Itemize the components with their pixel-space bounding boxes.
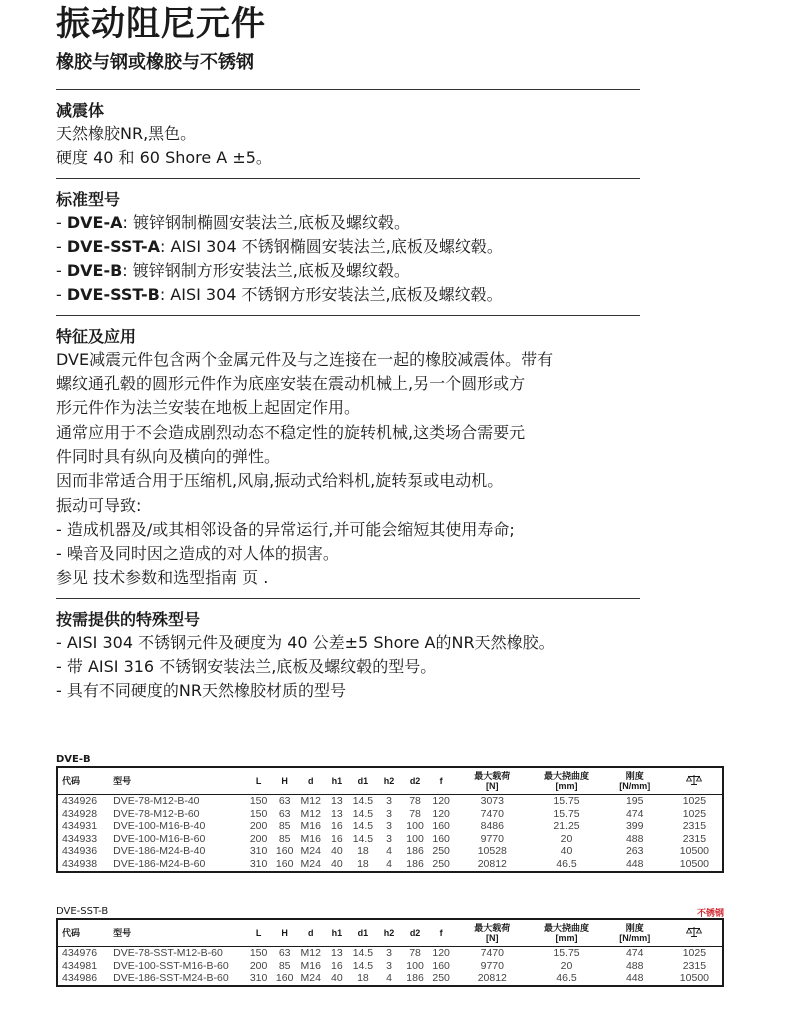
page-title: 振动阻尼元件 xyxy=(56,4,266,44)
table-row xyxy=(57,858,723,872)
col-header: f xyxy=(428,919,454,947)
value-cell: 160 xyxy=(275,972,294,985)
value-cell: 3 xyxy=(386,807,392,820)
value-cell: 200 xyxy=(249,959,268,972)
code-cell: 434928 xyxy=(62,807,98,820)
value-cell: 14.5 xyxy=(352,947,374,959)
value-cell: 3 xyxy=(386,959,392,972)
damper-line: 硬度 40 和 60 Shore A ±5。 xyxy=(56,148,272,168)
standard-item xyxy=(56,235,640,259)
value-cell: M24 xyxy=(300,972,321,985)
table1-label: DVE-B xyxy=(56,754,91,765)
model-cell: DVE-100-M16-B-60 xyxy=(113,832,206,845)
code-cell: 434976 xyxy=(62,947,98,959)
standard-item xyxy=(56,259,640,283)
value-cell: M24 xyxy=(300,845,321,858)
model-cell: DVE-78-SST-M12-B-60 xyxy=(113,947,223,959)
value-cell: 16 xyxy=(330,832,343,845)
value-cell: 2315 xyxy=(682,832,707,845)
col-header: d xyxy=(298,919,324,947)
value-cell: 160 xyxy=(275,845,294,858)
value-cell: 18 xyxy=(357,972,369,985)
features-line: 参见 技术参数和选型指南 页 . xyxy=(56,568,269,588)
value-cell: 3 xyxy=(386,795,392,807)
value-cell: 200 xyxy=(249,832,268,845)
col-header: f xyxy=(428,767,454,795)
col-header: 代码 xyxy=(57,919,109,947)
value-cell: 63 xyxy=(278,947,291,959)
features-heading: 特征及应用 xyxy=(56,326,137,346)
item-code: DVE-B xyxy=(66,261,123,281)
value-cell: 10500 xyxy=(679,972,709,985)
value-cell: 63 xyxy=(278,807,291,820)
item-prefix: - xyxy=(56,212,67,232)
table-header-row xyxy=(57,919,723,947)
value-cell: 160 xyxy=(275,857,294,870)
special-line: - AISI 304 不锈钢元件及硬度为 40 公差±5 Shore A的NR天然橡胶。 xyxy=(56,632,555,652)
value-cell: 474 xyxy=(625,947,644,959)
item-code: DVE-SST-A xyxy=(66,236,161,256)
features-line: 振动可导致: xyxy=(56,495,142,515)
value-cell: 14.5 xyxy=(352,807,374,820)
code-cell: 434936 xyxy=(62,845,98,858)
standard-section xyxy=(56,179,640,315)
col-header: L xyxy=(246,767,272,795)
page-subtitle: 橡胶与钢或橡胶与不锈钢 xyxy=(56,52,254,73)
value-cell: 78 xyxy=(409,947,421,959)
value-cell: M12 xyxy=(300,807,321,820)
table-row xyxy=(57,972,723,986)
col-header: h1 xyxy=(324,767,350,795)
code-cell: 434931 xyxy=(62,820,98,833)
value-cell: 20812 xyxy=(477,857,507,870)
value-cell: 16 xyxy=(330,820,343,833)
value-cell: 310 xyxy=(249,845,268,858)
value-cell: 20 xyxy=(560,959,573,972)
value-cell: 46.5 xyxy=(556,972,577,985)
header-unit: [N] xyxy=(486,781,499,791)
value-cell: 1025 xyxy=(682,807,707,820)
header-unit: [mm] xyxy=(555,933,578,943)
value-cell: M12 xyxy=(300,795,321,807)
col-header xyxy=(454,767,530,795)
col-header: L xyxy=(246,919,272,947)
value-cell: 9770 xyxy=(480,832,504,845)
value-cell: 160 xyxy=(432,832,450,845)
col-header: d1 xyxy=(350,767,376,795)
value-cell: 3073 xyxy=(480,795,504,807)
value-cell: 488 xyxy=(625,959,644,972)
item-code: DVE-A xyxy=(66,212,123,232)
value-cell: 3 xyxy=(386,820,392,833)
value-cell: M16 xyxy=(300,832,321,845)
col-header: d1 xyxy=(350,919,376,947)
value-cell: 263 xyxy=(625,845,644,858)
col-header: H xyxy=(272,767,298,795)
features-line: - 造成机器及/或其相邻设备的异常运行,并可能会缩短其使用寿命; xyxy=(56,519,515,539)
weight-scale-icon xyxy=(686,774,702,786)
col-header: 型号 xyxy=(109,767,245,795)
col-header: h2 xyxy=(376,767,402,795)
value-cell: 9770 xyxy=(480,959,504,972)
value-cell: 160 xyxy=(432,820,450,833)
value-cell: 21.25 xyxy=(553,820,580,833)
col-header: 型号 xyxy=(109,919,245,947)
col-header: h2 xyxy=(376,919,402,947)
value-cell: 15.75 xyxy=(553,795,580,807)
damper-line: 天然橡胶NR,黑色。 xyxy=(56,124,197,143)
col-header: H xyxy=(272,919,298,947)
code-cell: 434926 xyxy=(62,795,98,807)
value-cell: 10500 xyxy=(679,857,709,870)
value-cell: 14.5 xyxy=(352,795,374,807)
code-cell: 434933 xyxy=(62,832,98,845)
model-cell: DVE-100-SST-M16-B-60 xyxy=(113,959,229,972)
col-header xyxy=(454,919,530,947)
damper-heading: 减震体 xyxy=(56,101,105,120)
value-cell: 18 xyxy=(357,857,369,870)
value-cell: 14.5 xyxy=(352,832,374,845)
value-cell: 250 xyxy=(432,972,450,985)
value-cell: M16 xyxy=(300,959,321,972)
table-header-row xyxy=(57,767,723,795)
model-cell: DVE-186-M24-B-40 xyxy=(113,845,206,858)
value-cell: 100 xyxy=(406,959,424,972)
item-desc: : AISI 304 不锈钢方形安装法兰,底板及螺纹毂。 xyxy=(159,285,503,305)
value-cell: 85 xyxy=(278,820,291,833)
col-header xyxy=(530,919,602,947)
header-text: 最大挠曲度 xyxy=(544,923,590,933)
col-header: d2 xyxy=(402,919,428,947)
value-cell: 14.5 xyxy=(352,820,374,833)
value-cell: 488 xyxy=(625,832,644,845)
header-unit: [N/mm] xyxy=(619,933,651,943)
value-cell: 150 xyxy=(249,807,268,820)
value-cell: 7470 xyxy=(480,807,504,820)
code-cell: 434986 xyxy=(62,972,98,985)
value-cell: 120 xyxy=(432,947,450,959)
value-cell: 15.75 xyxy=(553,807,580,820)
value-cell: 448 xyxy=(625,857,644,870)
features-line: 通常应用于不会造成剧烈动态不稳定性的旋转机械,这类场合需要元 xyxy=(56,422,526,442)
value-cell: 40 xyxy=(560,845,573,858)
table-row xyxy=(57,833,723,846)
table-row xyxy=(57,845,723,858)
value-cell: 15.75 xyxy=(553,947,580,959)
model-cell: DVE-78-M12-B-40 xyxy=(113,795,200,807)
table1-body xyxy=(57,795,723,872)
model-cell: DVE-186-M24-B-60 xyxy=(113,857,206,870)
table2-label: DVE-SST-B xyxy=(56,906,109,917)
value-cell: 120 xyxy=(432,795,450,807)
value-cell: 2315 xyxy=(682,959,707,972)
value-cell: 20812 xyxy=(477,972,507,985)
value-cell: 3 xyxy=(386,832,392,845)
value-cell: 100 xyxy=(406,832,424,845)
value-cell: 13 xyxy=(330,795,343,807)
special-section xyxy=(56,599,640,711)
table-row xyxy=(57,795,723,808)
header-text: 刚度 xyxy=(625,771,644,781)
value-cell: 4 xyxy=(386,845,392,858)
damper-section xyxy=(56,90,640,178)
value-cell: 100 xyxy=(406,820,424,833)
value-cell: 63 xyxy=(278,795,291,807)
features-line: 件同时具有纵向及横向的弹性。 xyxy=(56,446,281,466)
value-cell: 16 xyxy=(330,959,343,972)
table2 xyxy=(56,918,724,987)
features-section xyxy=(56,316,640,598)
special-line: - 具有不同硬度的NR天然橡胶材质的型号 xyxy=(56,681,346,701)
value-cell: 2315 xyxy=(682,820,707,833)
value-cell: 7470 xyxy=(480,947,504,959)
value-cell: 4 xyxy=(386,857,392,870)
col-header: 代码 xyxy=(57,767,109,795)
features-line: DVE减震元件包含两个金属元件及与之连接在一起的橡胶减震体。带有 xyxy=(56,349,554,369)
header-text: 最大载荷 xyxy=(474,771,511,781)
value-cell: M16 xyxy=(300,820,321,833)
special-heading: 按需提供的特殊型号 xyxy=(56,609,201,629)
item-code: DVE-SST-B xyxy=(66,285,160,305)
col-header xyxy=(667,767,723,795)
value-cell: 18 xyxy=(357,845,369,858)
item-desc: : 镀锌钢制椭圆安装法兰,底板及螺纹毂。 xyxy=(122,212,411,232)
document-page xyxy=(56,0,640,711)
value-cell: 13 xyxy=(330,807,343,820)
value-cell: 448 xyxy=(625,972,644,985)
item-prefix: - xyxy=(56,261,67,281)
features-line: 因而非常适合用于压缩机,风扇,振动式给料机,旋转泵或电动机。 xyxy=(56,471,504,491)
value-cell: 186 xyxy=(406,857,424,870)
value-cell: 85 xyxy=(278,959,291,972)
col-header xyxy=(667,919,723,947)
item-prefix: - xyxy=(56,285,67,305)
header-text: 最大载荷 xyxy=(474,923,511,933)
value-cell: 160 xyxy=(432,959,450,972)
value-cell: 1025 xyxy=(682,947,707,959)
model-cell: DVE-78-M12-B-60 xyxy=(113,807,200,820)
features-line: 形元件作为法兰安装在地板上起固定作用。 xyxy=(56,398,361,418)
value-cell: 4 xyxy=(386,972,392,985)
value-cell: 78 xyxy=(409,807,421,820)
col-header xyxy=(530,767,602,795)
item-prefix: - xyxy=(56,236,67,256)
table-row xyxy=(57,820,723,833)
value-cell: 78 xyxy=(409,795,421,807)
value-cell: 1025 xyxy=(682,795,707,807)
header-unit: [N/mm] xyxy=(619,781,651,791)
table2-block xyxy=(56,906,724,987)
value-cell: 8486 xyxy=(480,820,504,833)
item-desc: : 镀锌钢制方形安装法兰,底板及螺纹毂。 xyxy=(122,261,410,281)
features-line: - 噪音及同时因之造成的对人体的损害。 xyxy=(56,544,339,564)
standard-item xyxy=(56,211,640,235)
value-cell: 186 xyxy=(406,972,424,985)
value-cell: 10528 xyxy=(477,845,507,858)
value-cell: 250 xyxy=(432,845,450,858)
value-cell: 40 xyxy=(330,857,343,870)
weight-scale-icon xyxy=(686,926,702,938)
model-cell: DVE-100-M16-B-40 xyxy=(113,820,206,833)
value-cell: 250 xyxy=(432,857,450,870)
features-line: 螺纹通孔毂的圆形元件作为底座安装在震动机械上,另一个圆形或方 xyxy=(56,374,526,394)
value-cell: 10500 xyxy=(679,845,709,858)
header-unit: [mm] xyxy=(555,781,578,791)
value-cell: 200 xyxy=(249,820,268,833)
code-cell: 434981 xyxy=(62,959,98,972)
value-cell: 150 xyxy=(249,795,268,807)
item-desc: : AISI 304 不锈钢椭圆安装法兰,底板及螺纹毂。 xyxy=(160,236,503,256)
col-header: d2 xyxy=(402,767,428,795)
value-cell: 14.5 xyxy=(352,959,374,972)
value-cell: 195 xyxy=(625,795,644,807)
col-header: h1 xyxy=(324,919,350,947)
model-cell: DVE-186-SST-M24-B-60 xyxy=(113,972,229,985)
value-cell: 186 xyxy=(406,845,424,858)
standard-heading: 标准型号 xyxy=(56,189,121,209)
value-cell: 85 xyxy=(278,832,291,845)
value-cell: 40 xyxy=(330,845,343,858)
header-text: 最大挠曲度 xyxy=(544,771,590,781)
table-row xyxy=(57,960,723,973)
value-cell: 20 xyxy=(560,832,573,845)
table-row xyxy=(57,947,723,960)
col-header xyxy=(603,919,667,947)
value-cell: M12 xyxy=(300,947,321,959)
table2-body xyxy=(57,947,723,986)
header-text: 刚度 xyxy=(625,923,644,933)
table-row xyxy=(57,808,723,821)
value-cell: 474 xyxy=(625,807,644,820)
value-cell: 310 xyxy=(249,857,268,870)
value-cell: 46.5 xyxy=(556,857,577,870)
value-cell: 3 xyxy=(386,947,392,959)
table1-block xyxy=(56,754,724,873)
header-unit: [N] xyxy=(486,933,499,943)
special-line: - 带 AISI 316 不锈钢安装法兰,底板及螺纹毂的型号。 xyxy=(56,657,437,677)
value-cell: 120 xyxy=(432,807,450,820)
value-cell: 150 xyxy=(249,947,268,959)
value-cell: 310 xyxy=(249,972,268,985)
value-cell: 13 xyxy=(330,947,343,959)
col-header xyxy=(603,767,667,795)
table1 xyxy=(56,766,724,873)
standard-item xyxy=(56,283,640,307)
code-cell: 434938 xyxy=(62,857,98,870)
col-header: d xyxy=(298,767,324,795)
value-cell: 399 xyxy=(625,820,644,833)
value-cell: 40 xyxy=(330,972,343,985)
stainless-tag: 不锈钢 xyxy=(696,909,724,919)
value-cell: M24 xyxy=(300,857,321,870)
